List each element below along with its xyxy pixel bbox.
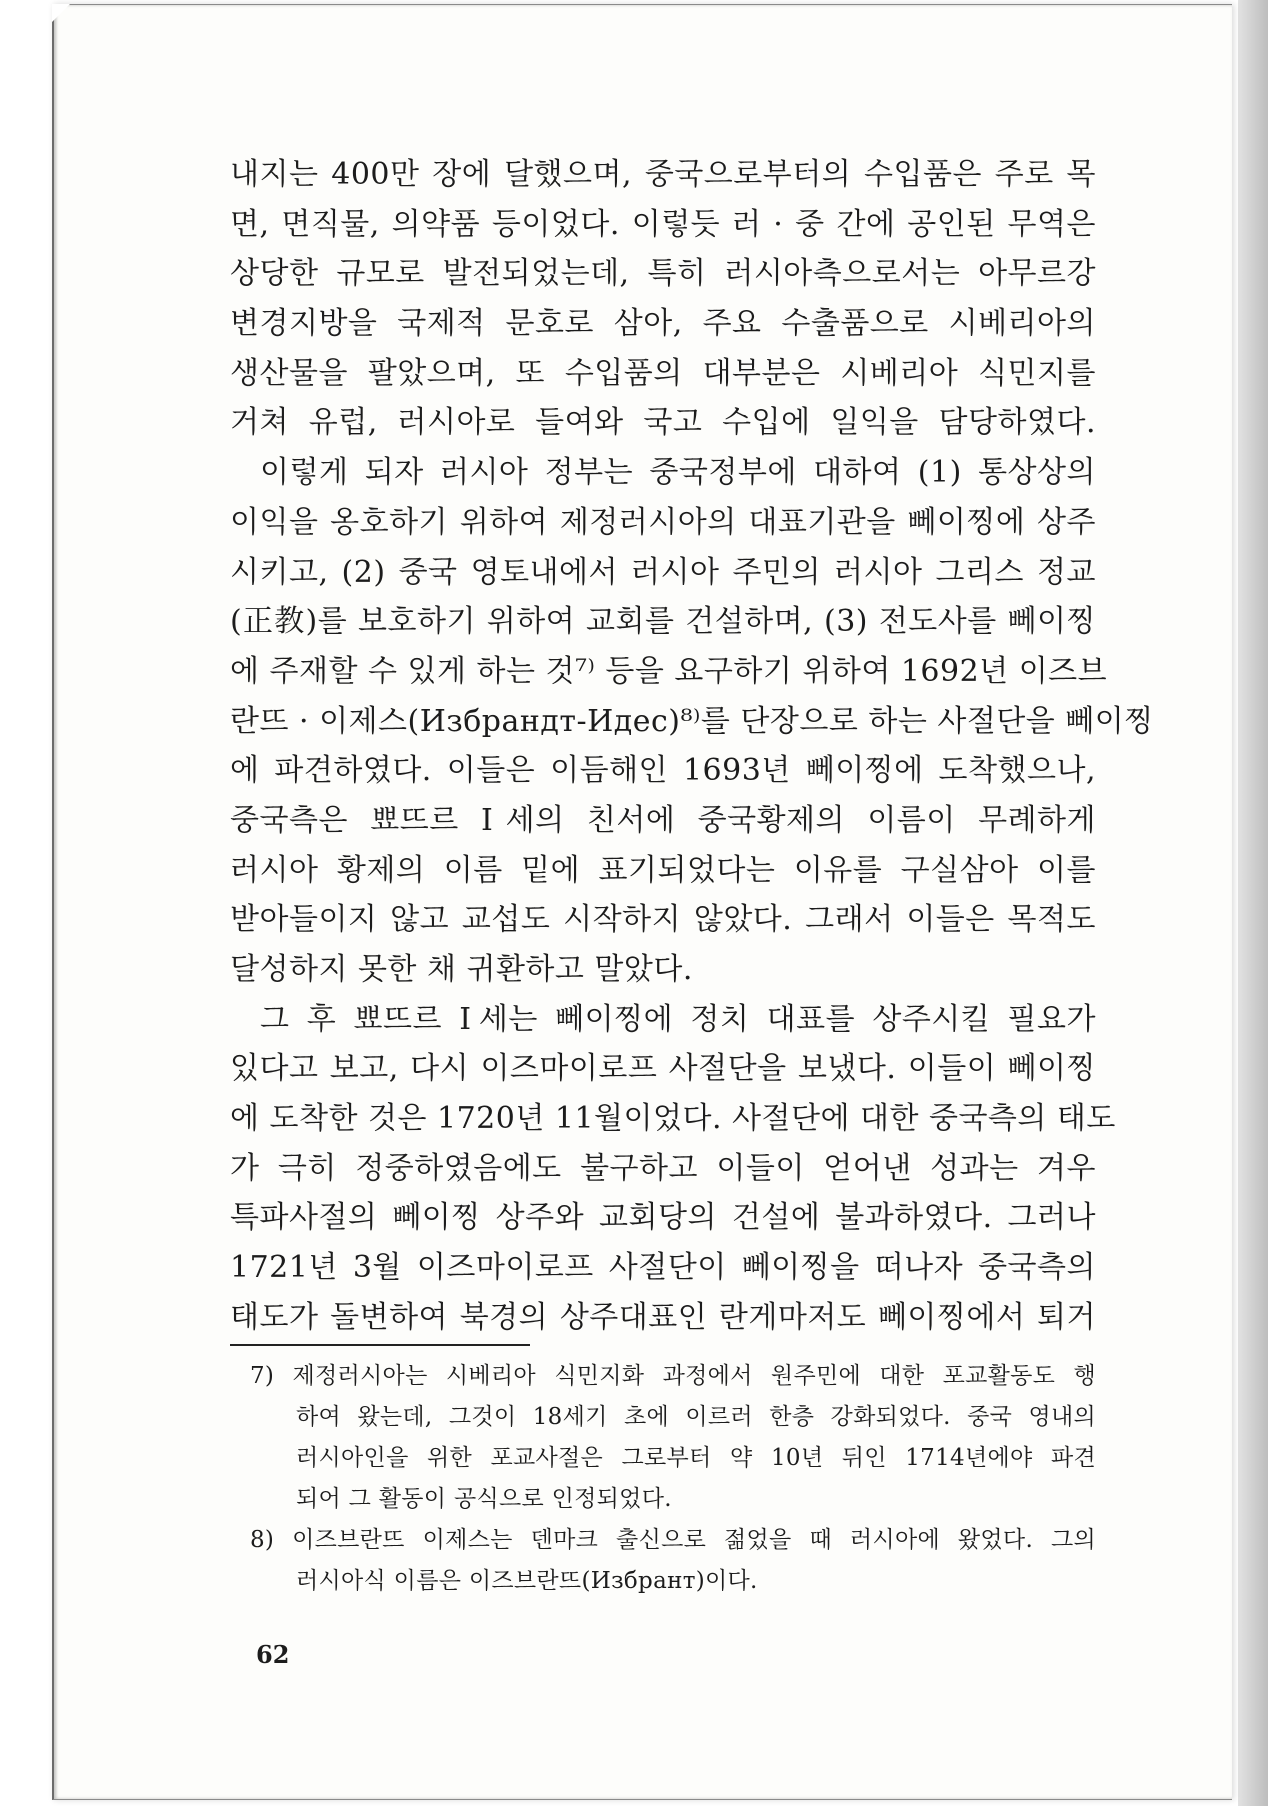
text-line: 러시아 황제의 이름 밑에 표기되었다는 이유를 구실삼아 이를: [230, 852, 1096, 888]
footnote-line: 7) 제정러시아는 시베리아 식민지화 과정에서 원주민에 대한 포교활동도 행: [250, 1363, 1096, 1389]
text-line: 이익을 옹호하기 위하여 제정러시아의 대표기관을 뻬이찡에 상주: [230, 504, 1096, 540]
page-number: 62: [256, 1640, 290, 1669]
text-line: 1721년 3월 이즈마이로프 사절단이 뻬이찡을 떠나자 중국측의: [230, 1250, 1096, 1286]
footnote-line: 러시아인을 위한 포교사절은 그로부터 약 10년 뒤인 1714년에야 파견: [296, 1445, 1096, 1471]
footnote-line: 8) 이즈브란뜨 이제스는 덴마크 출신으로 젊었을 때 러시아에 왔었다. 그의: [250, 1527, 1096, 1553]
text-line: 변경지방을 국제적 문호로 삼아, 주요 수출품으로 시베리아의: [230, 306, 1096, 342]
text-line: 에 주재할 수 있게 하는 것⁷⁾ 등을 요구하기 위하여 1692년 이즈브: [230, 653, 1108, 689]
text-line: 특파사절의 뻬이찡 상주와 교회당의 건설에 불과하였다. 그러나: [230, 1200, 1096, 1236]
text-line: (正教)를 보호하기 위하여 교회를 건설하며, (3) 전도사를 뻬이찡: [230, 604, 1096, 640]
footnote-line: 되어 그 활동이 공식으로 인정되었다.: [296, 1486, 672, 1512]
text-line: 가 극히 정중하였음에도 불구하고 이들이 얻어낸 성과는 겨우: [230, 1150, 1096, 1186]
footnote-line: 러시아식 이름은 이즈브란뜨(Избрант)이다.: [296, 1568, 758, 1594]
text-line: 태도가 돌변하여 북경의 상주대표인 란게마저도 뻬이찡에서 퇴거: [230, 1299, 1096, 1335]
page-corner: [52, 4, 70, 22]
footnote-line: 하여 왔는데, 그것이 18세기 초에 이르러 한층 강화되었다. 중국 영내의: [296, 1404, 1096, 1430]
text-line: 내지는 400만 장에 달했으며, 중국으로부터의 수입품은 주로 목: [230, 157, 1096, 192]
page-edge-shadow: [1238, 0, 1268, 1806]
footnotes: [250, 1356, 1096, 1602]
footnote-divider: [230, 1344, 530, 1346]
text-line: 이렇게 되자 러시아 정부는 중국정부에 대하여 (1) 통상상의: [260, 455, 1096, 491]
text-line: 에 도착한 것은 1720년 11월이었다. 사절단에 대한 중국측의 태도: [230, 1101, 1116, 1137]
text-line: 중국측은 뾰뜨르 Ⅰ세의 친서에 중국황제의 이름이 무례하게: [230, 802, 1096, 838]
text-line: 거쳐 유럽, 러시아로 들여와 국고 수입에 일익을 담당하였다.: [230, 405, 1096, 441]
text-line: 상당한 규모로 발전되었는데, 특히 러시아측으로서는 아무르강: [230, 256, 1096, 292]
text-line: 면, 면직물, 의약품 등이었다. 이렇듯 러 · 중 간에 공인된 무역은: [230, 206, 1096, 242]
text-line: 생산물을 팔았으며, 또 수입품의 대부분은 시베리아 식민지를: [230, 355, 1096, 391]
text-line: 달성하지 못한 채 귀환하고 말았다.: [230, 952, 693, 987]
text-line: 그 후 뾰뜨르 Ⅰ세는 뻬이찡에 정치 대표를 상주시킬 필요가: [260, 1001, 1096, 1037]
text-line: 에 파견하였다. 이들은 이듬해인 1693년 뻬이찡에 도착했으나,: [230, 753, 1096, 789]
text-line: 시키고, (2) 중국 영토내에서 러시아 주민의 러시아 그리스 정교: [230, 554, 1096, 590]
text-line: 있다고 보고, 다시 이즈마이로프 사절단을 보냈다. 이들이 뻬이찡: [230, 1051, 1096, 1087]
text-line: 란뜨 · 이제스(Избрандт-Идес)⁸⁾를 단장으로 하는 사절단을 뻬이찡: [230, 703, 1154, 739]
text-line: 받아들이지 않고 교섭도 시작하지 않았다. 그래서 이들은 목적도: [230, 902, 1096, 938]
main-text: [230, 150, 1154, 1343]
